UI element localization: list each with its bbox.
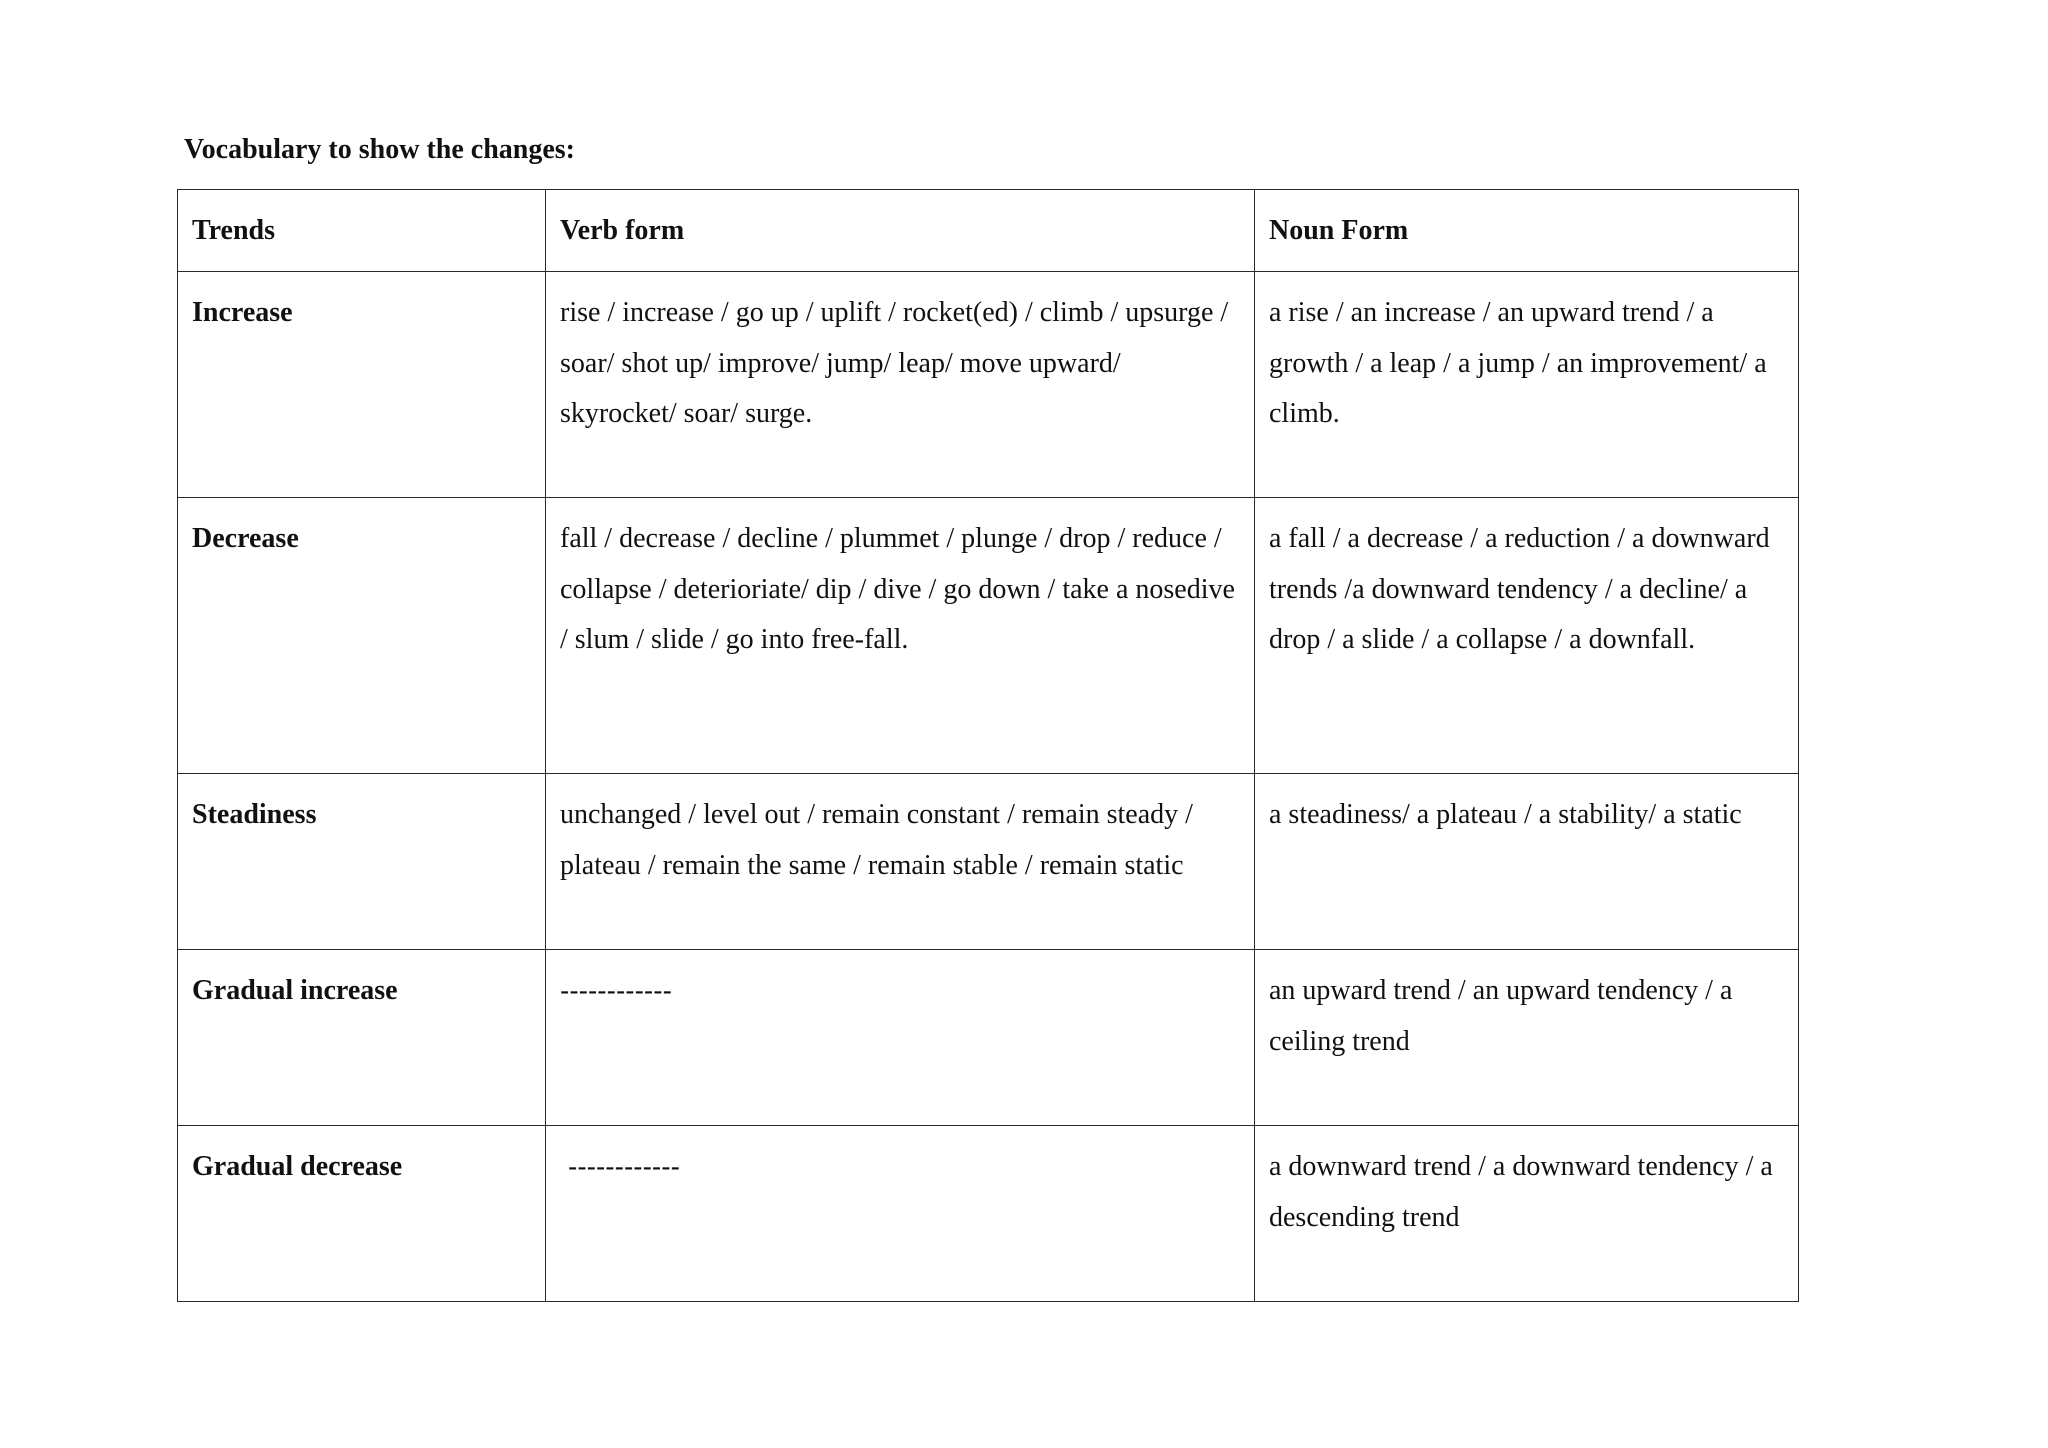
verb-placeholder-dashes: ------------: [568, 1151, 680, 1182]
verb-cell: [546, 950, 1255, 1126]
trend-label: Decrease: [192, 523, 299, 554]
verb-placeholder-dashes: ------------: [560, 975, 672, 1006]
noun-text: a fall / a decrease / a reduction / a downward trends /a downward tendency / a decline/ a drop / a slide / a collapse / a downfall.: [1269, 523, 1770, 655]
trend-label: Increase: [192, 297, 293, 328]
table-header-row: [178, 190, 1799, 272]
header-verb-form: [546, 190, 1255, 272]
table-row: [178, 272, 1799, 498]
table-row: [178, 774, 1799, 950]
noun-text: a rise / an increase / an upward trend / a growth / a leap / a jump / an improvement/ a climb.: [1269, 297, 1767, 429]
noun-cell: [1255, 950, 1799, 1126]
noun-cell: [1255, 272, 1799, 498]
trend-label: Gradual increase: [192, 975, 398, 1006]
trend-label: Steadiness: [192, 799, 317, 830]
verb-text: fall / decrease / decline / plummet / plunge / drop / reduce / collapse / deterioriate/ dip / dive / go down / take a nosedive / slum / slide / go into free-fall.: [560, 523, 1235, 655]
table-row: [178, 1126, 1799, 1302]
noun-cell: [1255, 498, 1799, 774]
noun-text: a downward trend / a downward tendency / a descending trend: [1269, 1151, 1773, 1233]
trend-cell: [178, 498, 546, 774]
verb-cell: [546, 272, 1255, 498]
verb-cell: [546, 774, 1255, 950]
verb-text: rise / increase / go up / uplift / rocket(ed) / climb / upsurge / soar/ shot up/ improve/ jump/ leap/ move upward/ skyrocket/ soar/ surge.: [560, 297, 1229, 429]
header-verb-form-label: Verb form: [560, 215, 685, 246]
table-row: [178, 950, 1799, 1126]
trend-cell: [178, 950, 546, 1126]
header-noun-form: [1255, 190, 1799, 272]
verb-text: unchanged / level out / remain constant / remain steady / plateau / remain the same / remain stable / remain static: [560, 799, 1193, 881]
noun-text: a steadiness/ a plateau / a stability/ a static: [1269, 799, 1742, 830]
document-heading: Vocabulary to show the changes:: [184, 134, 575, 165]
trend-cell: [178, 774, 546, 950]
vocabulary-table: [177, 189, 1799, 1302]
verb-cell: [546, 498, 1255, 774]
table-row: [178, 498, 1799, 774]
verb-cell: [546, 1126, 1255, 1302]
trend-label: Gradual decrease: [192, 1151, 403, 1182]
header-trends-label: Trends: [192, 215, 275, 246]
noun-cell: [1255, 774, 1799, 950]
trend-cell: [178, 1126, 546, 1302]
trend-cell: [178, 272, 546, 498]
noun-text: an upward trend / an upward tendency / a ceiling trend: [1269, 975, 1733, 1057]
header-noun-form-label: Noun Form: [1269, 215, 1409, 246]
header-trends: [178, 190, 546, 272]
noun-cell: [1255, 1126, 1799, 1302]
